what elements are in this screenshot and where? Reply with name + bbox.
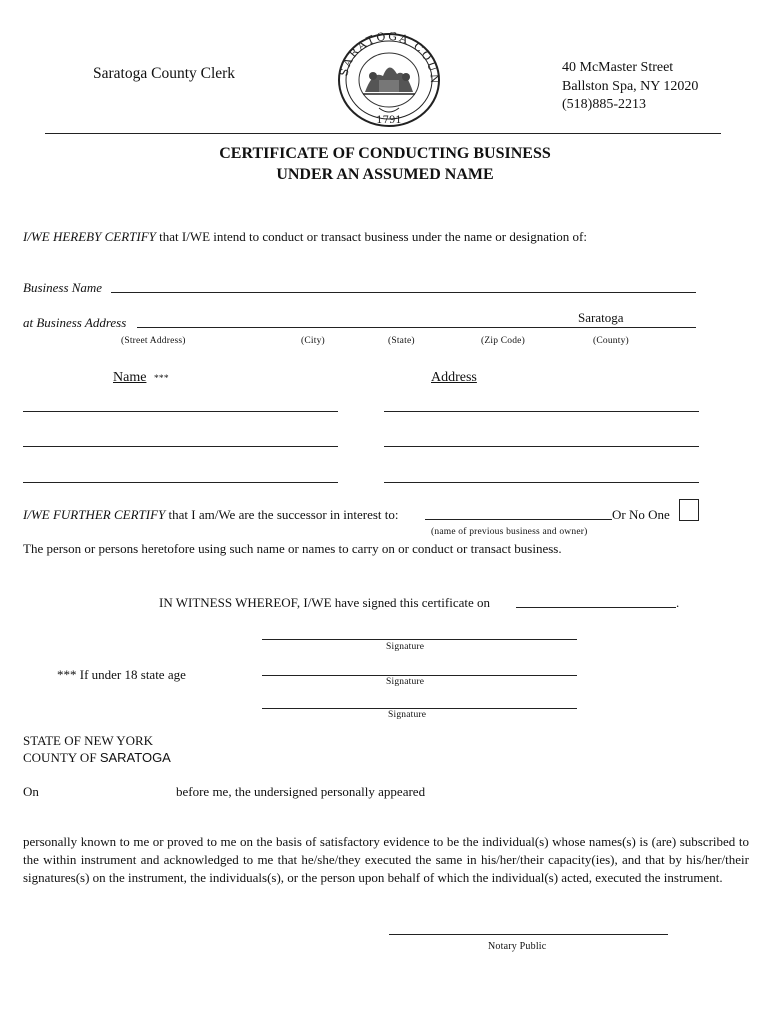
caption-city: (City) bbox=[301, 336, 325, 346]
caption-street: (Street Address) bbox=[121, 336, 186, 346]
form-title-line-1: CERTIFICATE OF CONDUCTING BUSINESS bbox=[219, 145, 551, 162]
notary-public-label: Notary Public bbox=[488, 941, 547, 952]
county-clerk-title: Saratoga County Clerk bbox=[93, 65, 236, 82]
name-column-header: Name *** bbox=[113, 370, 169, 385]
witness-date-field[interactable] bbox=[516, 607, 676, 608]
address-column-header: Address bbox=[431, 370, 477, 385]
signature-line[interactable] bbox=[262, 675, 577, 676]
party-address-field[interactable] bbox=[384, 411, 699, 412]
notary-county-value: SARATOGA bbox=[99, 750, 171, 765]
party-name-field[interactable] bbox=[23, 446, 338, 447]
notary-before-me: before me, the undersigned personally appeared bbox=[176, 784, 426, 799]
address-line-1: 40 McMaster Street bbox=[562, 60, 674, 75]
notary-county-prefix: COUNTY OF bbox=[23, 750, 97, 765]
business-address-field[interactable] bbox=[137, 327, 696, 328]
county-value: Saratoga bbox=[578, 310, 624, 325]
notary-paragraph: personally known to me or proved to me on the basis of satisfactory evidence to be the individual(s) whose names(s) is (are) subscribed to the within instrument and acknowledged to me that he/she/they executed the same in his/her/their capacity(ies), and that by his/her/their signatures(s) on the instrument, the individuals(s), or the person upon behalf of which the individual(s) acted, executed the instrument. bbox=[23, 834, 749, 885]
business-name-label: Business Name bbox=[23, 280, 103, 295]
county-seal-icon bbox=[333, 30, 445, 130]
party-name-field[interactable] bbox=[23, 482, 338, 483]
notary-on-label: On bbox=[23, 784, 39, 799]
age-note: *** If under 18 state age bbox=[57, 667, 186, 682]
certify-rest: that I/WE intend to conduct or transact business under the name or designation of: bbox=[155, 229, 587, 244]
successor-caption: (name of previous business and owner) bbox=[431, 527, 588, 537]
caption-county: (County) bbox=[593, 336, 629, 346]
signature-label: Signature bbox=[386, 642, 425, 652]
party-address-field[interactable] bbox=[384, 446, 699, 447]
signature-label: Signature bbox=[388, 710, 427, 720]
successor-field[interactable] bbox=[425, 519, 612, 520]
notary-county bbox=[23, 750, 171, 766]
signature-label: Signature bbox=[386, 677, 425, 687]
further-certify-rest: that I am/We are the successor in interest to: bbox=[165, 507, 399, 522]
further-certify-lead: I/WE FURTHER CERTIFY bbox=[23, 507, 166, 522]
notary-state: STATE OF NEW YORK bbox=[23, 733, 154, 748]
business-address-label: at Business Address bbox=[23, 315, 127, 330]
name-marker: *** bbox=[153, 374, 169, 384]
county-seal bbox=[333, 30, 445, 130]
business-name-field[interactable] bbox=[111, 292, 696, 293]
certify-statement bbox=[23, 229, 587, 245]
or-no-one-label: Or No One bbox=[612, 507, 670, 522]
certify-lead: I/WE HEREBY CERTIFY bbox=[23, 229, 156, 244]
caption-zip: (Zip Code) bbox=[481, 336, 525, 346]
phone-number: (518)885-2213 bbox=[562, 97, 646, 112]
notary-signature-line[interactable] bbox=[389, 934, 668, 935]
signature-line[interactable] bbox=[262, 708, 577, 709]
header-rule bbox=[45, 133, 721, 134]
seal-text: SARATOGA COUN bbox=[337, 30, 442, 86]
heretofore-statement: The person or persons heretofore using such name or names to carry on or conduct or transact business. bbox=[23, 541, 562, 556]
witness-statement: IN WITNESS WHEREOF, I/WE have signed this certificate on bbox=[159, 595, 490, 610]
address-line-2: Ballston Spa, NY 12020 bbox=[562, 79, 699, 94]
seal-year: 1791 bbox=[376, 115, 402, 126]
signature-line[interactable] bbox=[262, 639, 577, 640]
no-one-checkbox[interactable] bbox=[679, 499, 699, 521]
witness-period: . bbox=[676, 595, 680, 610]
party-address-field[interactable] bbox=[384, 482, 699, 483]
further-certify-statement bbox=[23, 507, 399, 523]
caption-state: (State) bbox=[388, 336, 415, 346]
form-title-line-2: UNDER AN ASSUMED NAME bbox=[276, 166, 494, 183]
party-name-field[interactable] bbox=[23, 411, 338, 412]
